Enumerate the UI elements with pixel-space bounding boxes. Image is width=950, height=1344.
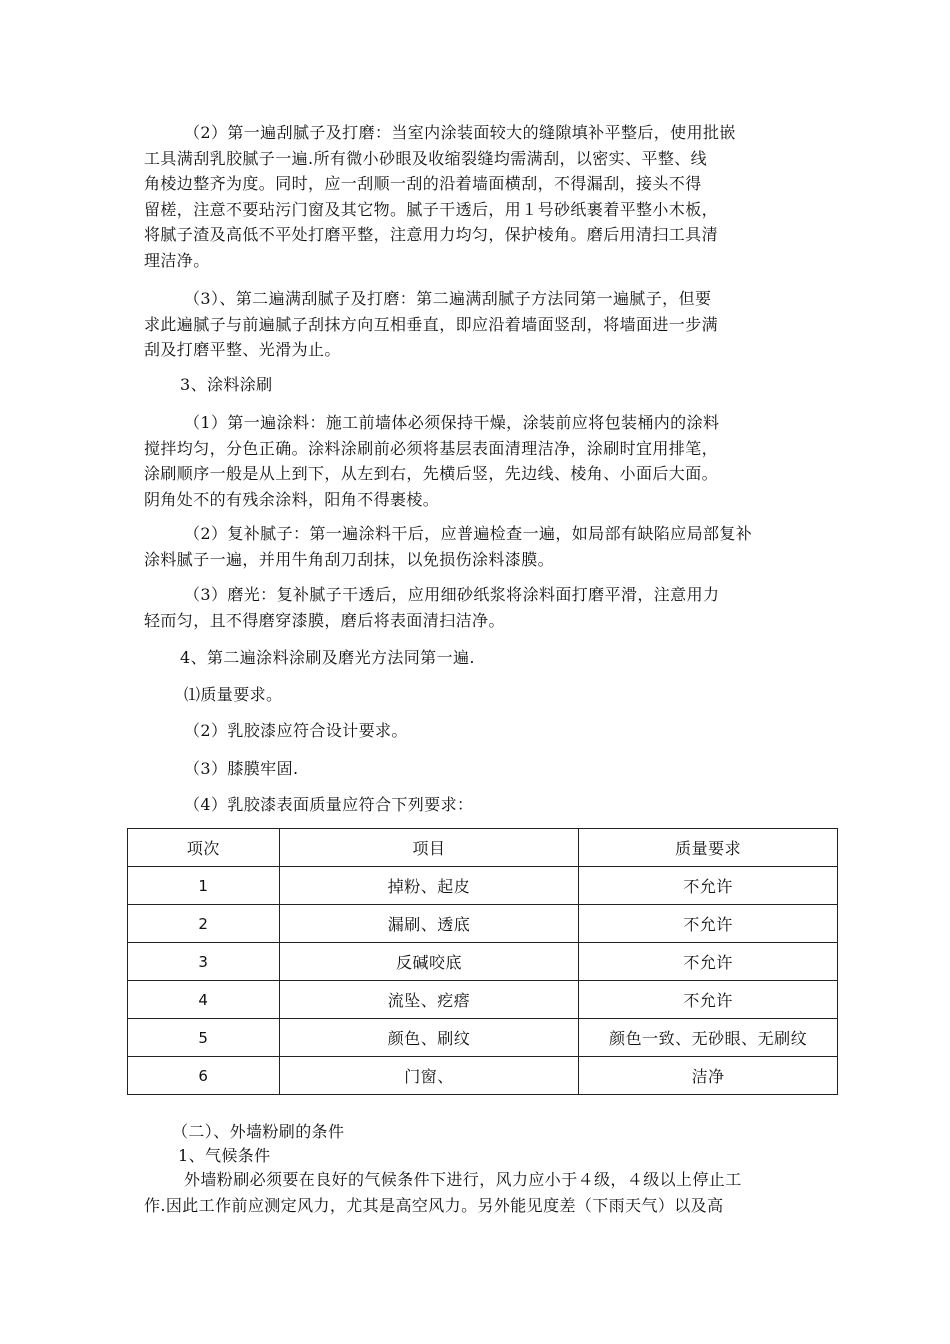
table-cell-requirement: 不允许 [579,905,838,943]
paragraph-putty-touchup [144,521,814,572]
table-row [128,905,838,943]
text-line: 工具满刮乳胶腻子一遍.所有微小砂眼及收缩裂缝均需满刮，以密实、平整、线 [144,148,708,168]
text-line: 阴角处不的有残余涂料，阳角不得裹棱。 [144,489,440,509]
table-row [128,1019,838,1057]
text-line: 涂刷顺序一般是从上到下，从左到右，先横后竖，先边线、棱角、小面后大面。 [144,464,719,483]
quality-table [127,828,838,1095]
table-row [128,1057,838,1095]
paragraph-polishing [144,582,814,633]
text-line: 作.因此工作前应测定风力，尤其是高空风力。另外能见度差（下雨天气）以及高 [144,1195,724,1215]
text-line: （3）、第二遍满刮腻子及打磨：第二遍满刮腻子方法同第一遍腻子，但要 [184,289,712,308]
section-heading-paint-brushing: 3、涂料涂刷 [180,375,273,394]
quality-item-design: （2）乳胶漆应符合设计要求。 [184,721,408,740]
table-cell-index: 2 [128,905,280,943]
table-cell-item: 流坠、疙瘩 [279,981,579,1019]
table-cell-requirement: 不允许 [579,943,838,981]
table-cell-index: 4 [128,981,280,1019]
text-line: 角棱边整齐为度。同时，应一刮顺一刮的沿着墙面横刮，不得漏刮，接头不得 [144,174,702,193]
table-cell-requirement: 不允许 [579,981,838,1019]
table-cell-index: 5 [128,1019,280,1057]
section-heading-exterior-wall: （二）、外墙粉刷的条件 [172,1122,345,1141]
text-line: 外墙粉刷必须要在良好的气候条件下进行，风力应小于４级，４级以上停止工 [184,1170,742,1189]
text-line: 将腻子渣及高低不平处打磨平整，注意用力均匀，保护棱角。磨后用清扫工具清 [144,225,719,244]
text-line: 涂料腻子一遍，并用牛角刮刀刮抹，以免损伤涂料漆膜。 [144,549,555,569]
paragraph-climate [144,1167,814,1218]
table-header-cell: 质量要求 [579,829,838,867]
text-line: 刮及打磨平整、光滑为止。 [144,340,341,359]
paragraph-putty-second-coat [144,286,814,363]
table-cell-index: 3 [128,943,280,981]
table-cell-requirement: 颜色一致、无砂眼、无刷纹 [579,1019,838,1057]
table-cell-item: 掉粉、起皮 [279,867,579,905]
table-cell-item: 门窗、 [279,1057,579,1095]
table-cell-requirement: 不允许 [579,867,838,905]
table-header-row [128,829,838,867]
paragraph-first-paint-coat [144,410,814,512]
table-cell-item: 反碱咬底 [279,943,579,981]
table-cell-index: 1 [128,867,280,905]
text-line: 搅拌均匀，分色正确。涂料涂刷前必须将基层表面清理洁净，涂刷时宜用排笔， [144,438,719,458]
text-line: （3）磨光：复补腻子干透后，应用细砂纸浆将涂料面打磨平滑，注意用力 [184,585,720,604]
text-line: （2）第一遍刮腻子及打磨：当室内涂装面较大的缝隙填补平整后，使用批嵌 [184,123,736,142]
table-row [128,981,838,1019]
paragraph-putty-first-coat [144,120,814,273]
section-heading-second-coat: 4、第二遍涂料涂刷及磨光方法同第一遍. [180,648,475,667]
text-line: 轻而匀，且不得磨穿漆膜，磨后将表面清扫洁净。 [144,610,505,630]
text-line: 留槎，注意不要玷污门窗及其它物。腻子干透后，用１号砂纸裹着平整小木板， [144,199,719,219]
table-header-cell: 项目 [279,829,579,867]
table-header-cell: 项次 [128,829,280,867]
quality-requirements-heading: ⑴质量要求。 [184,685,283,704]
text-line: 理洁净。 [144,250,210,270]
table-cell-item: 颜色、刷纹 [279,1019,579,1057]
table-cell-index: 6 [128,1057,280,1095]
text-line: （2）复补腻子：第一遍涂料干后，应普遍检查一遍，如局部有缺陷应局部复补 [184,524,753,543]
subheading-climate: 1、气候条件 [178,1146,271,1165]
text-line: 求此遍腻子与前遍腻子刮抹方向互相垂直，即应沿着墙面竖刮，将墙面进一步满 [144,314,719,334]
quality-item-surface: （4）乳胶漆表面质量应符合下列要求： [184,795,474,814]
table-cell-requirement: 洁净 [579,1057,838,1095]
text-line: （1）第一遍涂料：施工前墙体必须保持干燥，涂装前应将包装桶内的涂料 [184,413,720,432]
table-cell-item: 漏刷、透底 [279,905,579,943]
quality-item-film: （3）膝膜牢固. [184,759,299,778]
table-row [128,867,838,905]
table-row [128,943,838,981]
